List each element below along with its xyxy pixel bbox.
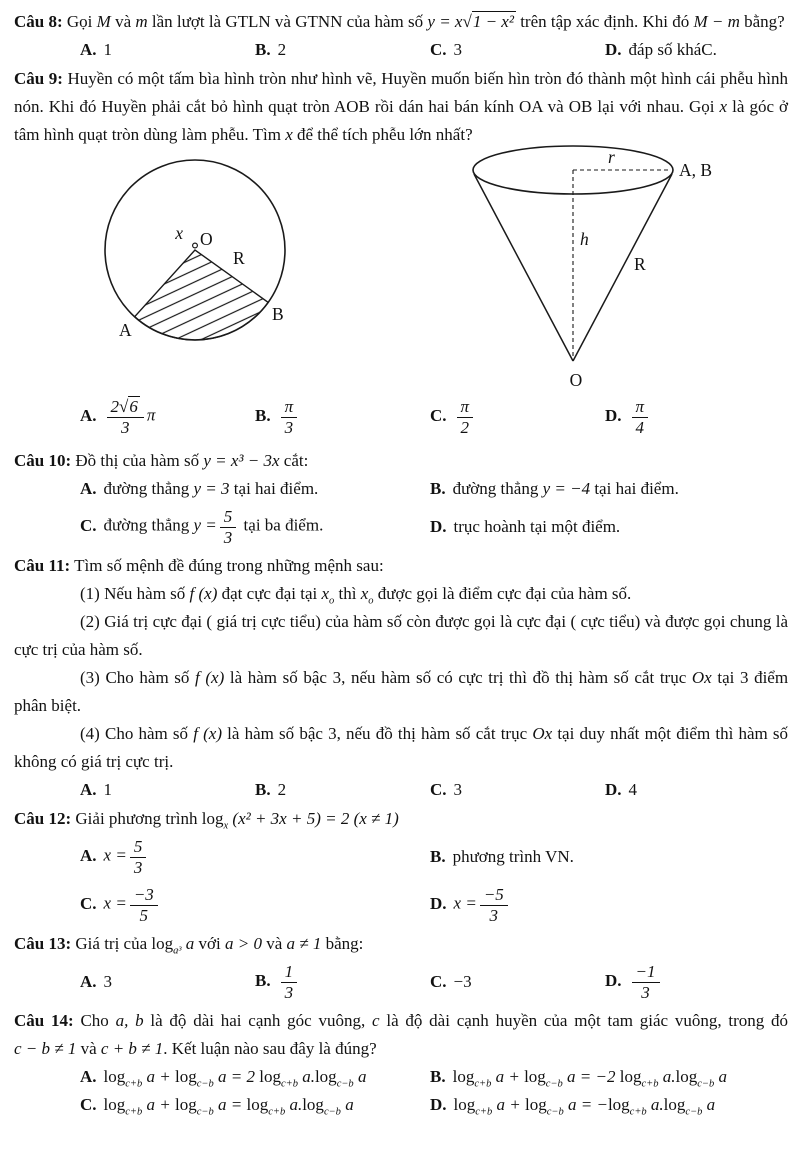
question-11-text (14, 552, 788, 580)
cone-right-edge (573, 174, 672, 361)
angle-x-label: x (175, 223, 183, 243)
apex-O-label: O (569, 370, 583, 390)
option-key: D. (605, 780, 622, 799)
math-x: x (285, 125, 293, 144)
math-log-equation: $\log_x (x^2 + 3x + 5) = 2$ (x ≠ 1) (201, 809, 399, 832)
points-AB-label: A, B (679, 160, 713, 180)
option-key: B. (430, 847, 446, 866)
option-text: 2 (277, 780, 287, 799)
math-Ox-axis: Ox (691, 668, 712, 687)
fraction-denominator: 5 (139, 905, 149, 925)
option-text: tại ba điểm. (243, 515, 324, 535)
option-key: A. (80, 845, 97, 865)
fraction-denominator: 3 (120, 417, 130, 437)
math-x: x (719, 97, 728, 116)
question-10-options-row-1 (14, 475, 788, 503)
text-run: và (266, 934, 283, 953)
statement-4 (14, 720, 788, 776)
option-A (80, 776, 255, 804)
fraction-numerator: π (281, 397, 298, 417)
math-a-b: a, b (115, 1011, 144, 1030)
option-C (80, 885, 430, 924)
height-h-label: h (580, 229, 589, 249)
option-D (430, 885, 788, 924)
option-C (430, 776, 605, 804)
cone-left-edge (474, 174, 573, 361)
math-log-a3-a: $\log_{a^3} a$ (151, 934, 195, 957)
math-line: y = 3 (193, 479, 230, 498)
text-run: cắt: (283, 451, 309, 470)
option-text: 3 (453, 780, 463, 799)
statement-3 (14, 664, 788, 720)
option-key: D. (430, 517, 447, 536)
option-B (430, 475, 788, 503)
question-10 (14, 447, 788, 551)
radius-R-label: R (233, 248, 245, 268)
fraction (480, 885, 508, 924)
figure-cone (436, 143, 746, 391)
fraction-numerator: 1 (281, 962, 298, 982)
text-run: được gọi là điểm cực đại của hàm số. (377, 584, 632, 603)
option-B (255, 36, 430, 64)
question-14-text (14, 1007, 788, 1063)
math-f-of-x: f (x) (195, 668, 225, 687)
option-key: D. (430, 1095, 447, 1114)
option-text: tại hai điểm. (594, 479, 679, 498)
statement-1 (14, 580, 788, 608)
figure-circle-sector (95, 153, 295, 359)
math-x-equals: x = (103, 893, 127, 913)
question-10-label: Câu 10: (14, 451, 72, 470)
math-M-minus-m: M − m (693, 12, 740, 31)
fraction (130, 885, 158, 924)
question-13 (14, 930, 788, 1006)
text-run: Đồ thị của hàm số (75, 451, 200, 470)
fraction-numerator: 2√6 (107, 397, 144, 417)
math-Ox-axis: Ox (532, 724, 553, 743)
option-text: đáp số kháC. (628, 40, 717, 59)
option-key: D. (605, 405, 622, 425)
math-c-plus-b: c + b ≠ 1 (100, 1039, 164, 1058)
option-A (80, 397, 255, 436)
option-key: C. (430, 780, 447, 799)
text-run: (4) Cho hàm số (80, 724, 189, 743)
math-c: c (372, 1011, 380, 1030)
question-9-label: Câu 9: (14, 69, 63, 88)
option-key: B. (255, 970, 271, 990)
option-C (80, 507, 430, 546)
point-A-label: A (119, 320, 132, 340)
question-12-options-row-2 (14, 881, 788, 929)
fraction-denominator: 3 (641, 982, 650, 1002)
question-9 (14, 65, 788, 445)
pi-factor: π (146, 405, 156, 425)
option-key: B. (255, 40, 271, 59)
text-run: và (115, 12, 132, 31)
math-function-formula: y = x√1 − x² (427, 12, 514, 31)
text-run: (2) Giá trị cực đại ( giá trị cực tiểu) của hàm số còn được gọi là cực đại ( cực tiểu) và được gọi chung là cực trị của hàm số. (14, 612, 788, 659)
option-A (80, 36, 255, 64)
option-key: C. (430, 972, 447, 991)
text-run: để thể tích phễu lớn nhất? (296, 125, 473, 144)
fraction-denominator: 3 (223, 527, 233, 547)
option-key: D. (605, 970, 622, 990)
option-C (80, 1091, 430, 1119)
option-B (255, 776, 430, 804)
question-11 (14, 552, 788, 804)
option-key: A. (80, 780, 97, 799)
fraction (281, 962, 298, 1001)
text-run: là góc ở tâm hình quạt tròn dùng làm phễu. Tìm (14, 97, 789, 144)
option-key: C. (80, 1095, 97, 1114)
option-text: 1 (103, 780, 113, 799)
math-line: y = (193, 515, 217, 535)
question-14-options-row-1 (14, 1063, 788, 1091)
option-text: 2 (277, 40, 287, 59)
question-10-options-row-2 (14, 503, 788, 551)
option-key: C. (430, 405, 447, 425)
fraction (632, 397, 649, 436)
fraction-numerator: 5 (220, 507, 237, 527)
math-x0: $x_o$ (321, 584, 335, 607)
question-9-text (14, 65, 788, 149)
text-run: với (198, 934, 221, 953)
fraction-denominator: 3 (284, 982, 294, 1002)
option-B (430, 1063, 788, 1091)
question-9-options (14, 389, 788, 445)
text-run: tại 3 điểm phân biệt. (14, 668, 789, 715)
option-text: −3 (453, 972, 472, 991)
option-key: A. (80, 40, 97, 59)
math-x-equals: x = (453, 893, 477, 913)
fraction-numerator: 5 (130, 837, 147, 857)
fraction-denominator: 4 (635, 417, 645, 437)
text-run: và (80, 1039, 97, 1058)
option-key: C. (80, 515, 97, 535)
option-A (80, 837, 430, 876)
option-key: A. (80, 405, 97, 425)
question-8-label: Câu 8: (14, 12, 63, 31)
text-run: lần lượt là GTLN và GTNN của hàm số (151, 12, 424, 31)
fraction-numerator: −5 (480, 885, 508, 905)
option-key: A. (80, 972, 97, 991)
fraction (457, 397, 474, 436)
option-D (605, 36, 788, 64)
fraction-denominator: 2 (460, 417, 470, 437)
question-10-text (14, 447, 788, 475)
option-A (80, 968, 255, 996)
option-text: đường thẳng (103, 479, 190, 498)
math-line: y = −4 (542, 479, 591, 498)
fraction (220, 507, 237, 546)
question-11-options (14, 776, 788, 804)
option-D (605, 962, 788, 1001)
math-log-identity: $\log_{c+b} a + \log_{c-b} a = -\log_{c+b}$ $a.\log_{c-b}$ a (453, 1095, 716, 1118)
text-run: Huyền có một tấm bìa hình tròn như hình vẽ, Huyền muốn biến hìn tròn đó thành một hình cái phễu hình nón. Khi đó Huyền phải cắt bỏ hình quạt tròn AOB rồi dán hai bán kính OA và OB lại với nhau. Gọi (14, 69, 789, 116)
option-B (255, 962, 430, 1001)
fraction (632, 962, 660, 1001)
figures-row (14, 147, 788, 390)
option-D (605, 397, 788, 436)
question-13-options (14, 958, 788, 1006)
text-run: đạt cực đại tại (221, 584, 318, 603)
option-key: C. (80, 893, 97, 913)
fraction (107, 397, 144, 436)
text-run: là hàm số bậc 3, nếu đồ thị hàm số cắt trục (227, 724, 528, 743)
question-13-text (14, 930, 788, 958)
math-a-not-one: a ≠ 1 (286, 934, 322, 953)
statement-2 (14, 608, 788, 664)
option-key: B. (430, 1067, 446, 1086)
question-14-label: Câu 14: (14, 1011, 74, 1030)
question-12-options-row-1 (14, 833, 788, 881)
math-f-of-x: f (x) (189, 584, 218, 603)
fraction (130, 837, 147, 876)
question-11-label: Câu 11: (14, 556, 71, 575)
option-key: D. (430, 893, 447, 913)
option-text: 1 (103, 40, 113, 59)
option-D (430, 1091, 788, 1119)
option-text: đường thẳng (103, 515, 190, 535)
option-key: D. (605, 40, 622, 59)
math-x-equals: x = (103, 845, 127, 865)
text-run: . Kết luận nào sau đây là đúng? (163, 1039, 377, 1058)
math-c-minus-b: c − b ≠ 1 (14, 1039, 77, 1058)
question-8-text (14, 8, 788, 36)
math-m: m (135, 12, 148, 31)
point-B-label: B (272, 304, 284, 324)
question-14-options-row-2 (14, 1091, 788, 1119)
fraction-denominator: 3 (489, 905, 499, 925)
option-text: trục hoành tại một điểm. (453, 517, 621, 536)
option-key: B. (255, 780, 271, 799)
text-run: Tìm số mệnh đề đúng trong những mệnh sau: (74, 556, 384, 575)
option-A (80, 475, 430, 503)
option-B (255, 397, 430, 436)
center-point-marker (193, 243, 198, 248)
option-D (605, 776, 788, 804)
math-f-of-x: f (x) (193, 724, 222, 743)
text-run: Giải phương trình (75, 809, 198, 828)
math-log-identity: $\log_{c+b} a + \log_{c-b} a = 2$ $\log_{c+b} a.\log_{c-b}$ a (103, 1067, 367, 1090)
question-12 (14, 805, 788, 929)
option-A (80, 1063, 430, 1091)
text-run: Giá trị của (75, 934, 148, 953)
text-run: Cho (80, 1011, 109, 1030)
text-run: (3) Cho hàm số (80, 668, 190, 687)
option-B (430, 843, 788, 871)
math-M: M (96, 12, 111, 31)
text-run: (1) Nếu hàm số (80, 584, 186, 603)
text-run: tại duy nhất một điểm thì hàm số không có giá trị cực trị. (14, 724, 789, 771)
option-key: C. (430, 40, 447, 59)
fraction-numerator: π (632, 397, 649, 417)
slant-R-label: R (634, 254, 646, 274)
text-run: bằng? (744, 12, 785, 31)
option-text: đường thẳng (452, 479, 539, 498)
math-a-positive: a > 0 (225, 934, 262, 953)
question-12-text (14, 805, 788, 833)
text-run: là độ dài hai cạnh góc vuông, (150, 1011, 366, 1030)
option-text: 3 (103, 972, 113, 991)
math-log-identity: $\log_{c+b} a + \log_{c-b} a = -2$ $\log_{c+b} a.\log_{c-b}$ a (452, 1067, 727, 1090)
question-8 (14, 8, 788, 64)
fraction-denominator: 3 (133, 857, 143, 877)
question-8-options (14, 36, 788, 64)
fraction-denominator: 3 (284, 417, 294, 437)
text-run: là độ dài cạnh huyền của một tam giác vuông, trong đó (386, 1011, 789, 1030)
option-text: 4 (628, 780, 638, 799)
option-text: tại hai điểm. (233, 479, 319, 498)
math-x0: $x_o$ (360, 584, 374, 607)
fraction-numerator: −1 (632, 962, 660, 982)
math-cubic-formula: y = x³ − 3x (203, 451, 280, 470)
option-key: A. (80, 1067, 97, 1086)
text-run: là hàm số bậc 3, nếu hàm số có cực trị thì đồ thị hàm số cắt trục (229, 668, 687, 687)
option-text: phương trình VN. (452, 847, 574, 866)
fraction-numerator: −3 (130, 885, 158, 905)
rim-radius-r-label: r (608, 147, 615, 167)
option-C (430, 36, 605, 64)
option-C (430, 397, 605, 436)
option-key: A. (80, 479, 97, 498)
fraction (281, 397, 298, 436)
center-O-label: O (200, 229, 213, 249)
option-key: B. (255, 405, 271, 425)
hatched-sector-AOB (135, 250, 269, 340)
text-run: trên tập xác định. Khi đó (520, 12, 690, 31)
option-D (430, 513, 788, 541)
question-13-label: Câu 13: (14, 934, 72, 953)
text-run: thì (338, 584, 357, 603)
text-run: Gọi (66, 12, 93, 31)
text-run: bằng: (325, 934, 364, 953)
fraction-numerator: π (457, 397, 474, 417)
math-log-identity: $\log_{c+b} a + \log_{c-b} a = \log_{c+b} a.\log_{c-b}$ a (103, 1095, 354, 1118)
question-12-label: Câu 12: (14, 809, 72, 828)
option-C (430, 968, 605, 996)
option-key: B. (430, 479, 446, 498)
option-text: 3 (453, 40, 463, 59)
question-14 (14, 1007, 788, 1119)
